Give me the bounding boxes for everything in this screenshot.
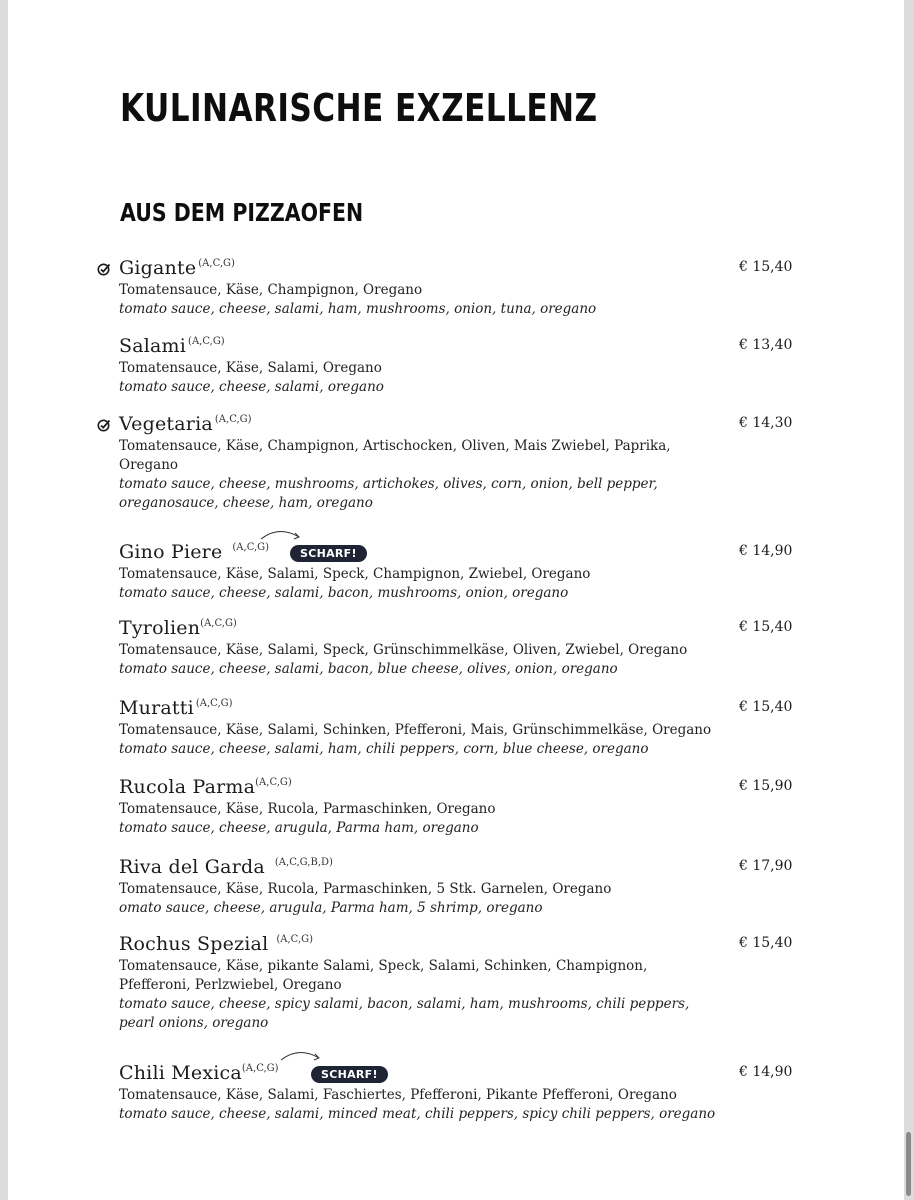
menu-page (8, 0, 904, 1200)
menu-item-gino-piere (119, 541, 809, 603)
item-name: Gino Piere (119, 541, 223, 563)
item-price: € 15,40 (739, 619, 793, 635)
scrollbar[interactable] (906, 1132, 911, 1196)
item-name: Rucola Parma (119, 776, 256, 798)
leaf-check-icon (97, 418, 111, 432)
item-description-en: tomato sauce, cheese, arugula, Parma ham, oregano (119, 820, 479, 836)
item-name: Vegetaria (119, 413, 213, 435)
item-price: € 17,90 (739, 858, 793, 874)
item-allergens: (A,C,G) (255, 777, 292, 788)
item-price: € 15,40 (739, 259, 793, 275)
item-name: Riva del Garda (119, 856, 265, 878)
item-description-de: Tomatensauce, Käse, Salami, Speck, Grünschimmelkäse, Oliven, Zwiebel, Oregano (119, 642, 688, 658)
item-description-de: Tomatensauce, Käse, Salami, Schinken, Pfefferoni, Mais, Grünschimmelkäse, Oregano (119, 722, 712, 738)
item-allergens: (A,C,G) (276, 934, 314, 945)
item-description-de: Tomatensauce, Käse, Champignon, Artischocken, Oliven, Mais Zwiebel, Paprika, Oregano (119, 438, 671, 473)
menu-item-rucola-parma (119, 776, 809, 838)
item-description-en: tomato sauce, cheese, spicy salami, bacon, salami, ham, mushrooms, chili peppers, pearl onions, oregano (119, 996, 690, 1031)
item-name: Muratti (119, 697, 194, 719)
item-allergens: (A,C,G,B,D) (274, 857, 333, 868)
page-title: KULINARISCHE EXZELLENZ (120, 86, 598, 130)
item-name: Salami (119, 335, 187, 357)
item-name: Gigante (119, 257, 197, 279)
item-name: Rochus Spezial (119, 933, 269, 955)
item-description-en: tomato sauce, cheese, salami, bacon, mushrooms, onion, oregano (119, 585, 569, 601)
spicy-badge: SCHARF! (311, 1066, 388, 1083)
item-price: € 15,40 (739, 935, 793, 951)
item-allergens: (A,C,G) (232, 542, 270, 553)
item-description-en: tomato sauce, cheese, salami, ham, chili peppers, corn, blue cheese, oregano (119, 741, 649, 757)
item-price: € 15,40 (739, 699, 793, 715)
item-allergens: (A,C,G) (200, 618, 237, 629)
menu-item-vegetaria (119, 413, 809, 513)
item-description-de: Tomatensauce, Käse, Rucola, Parmaschinken, 5 Stk. Garnelen, Oregano (119, 881, 612, 897)
item-description-de: Tomatensauce, Käse, Salami, Oregano (119, 360, 382, 376)
item-price: € 14,90 (739, 543, 793, 559)
item-price: € 15,90 (739, 778, 793, 794)
section-heading: AUS DEM PIZZAOFEN (120, 198, 364, 227)
item-description-en: tomato sauce, cheese, salami, oregano (119, 379, 384, 395)
item-allergens: (A,C,G) (198, 258, 235, 269)
item-name: Tyrolien (119, 617, 201, 639)
curved-arrow-icon (279, 1048, 327, 1068)
item-price: € 14,90 (739, 1064, 793, 1080)
item-allergens: (A,C,G) (195, 698, 233, 709)
item-description-en: tomato sauce, cheese, mushrooms, artichokes, olives, corn, onion, bell pepper, oreganosauce, cheese, ham, oregano (119, 476, 658, 511)
item-description-en: omato sauce, cheese, arugula, Parma ham, 5 shrimp, oregano (119, 900, 543, 916)
item-description-en: tomato sauce, cheese, salami, bacon, blue cheese, olives, onion, oregano (119, 661, 618, 677)
item-description-en: tomato sauce, cheese, salami, minced meat, chili peppers, spicy chili peppers, oregano (119, 1106, 716, 1122)
item-allergens: (A,C,G) (214, 414, 252, 425)
menu-item-rochus-spezial (119, 933, 809, 1033)
item-description-en: tomato sauce, cheese, salami, ham, mushrooms, onion, tuna, oregano (119, 301, 597, 317)
menu-item-gigante (119, 257, 809, 319)
leaf-check-icon (97, 262, 111, 276)
menu-item-riva-del-garda (119, 856, 809, 918)
menu-item-chili-mexica (119, 1062, 809, 1124)
menu-item-salami (119, 335, 809, 397)
item-description-de: Tomatensauce, Käse, Champignon, Oregano (119, 282, 423, 298)
spicy-badge: SCHARF! (290, 545, 367, 562)
item-allergens: (A,C,G) (241, 1063, 279, 1074)
item-description-de: Tomatensauce, Käse, pikante Salami, Speck, Salami, Schinken, Champignon, Pfefferoni, Perlzwiebel, Oregano (119, 958, 648, 993)
item-price: € 13,40 (739, 337, 793, 353)
item-allergens: (A,C,G) (188, 336, 225, 347)
item-description-de: Tomatensauce, Käse, Rucola, Parmaschinken, Oregano (119, 801, 496, 817)
curved-arrow-icon (259, 527, 307, 547)
item-description-de: Tomatensauce, Käse, Salami, Speck, Champignon, Zwiebel, Oregano (119, 566, 591, 582)
item-description-de: Tomatensauce, Käse, Salami, Faschiertes, Pfefferoni, Pikante Pfefferoni, Oregano (119, 1087, 677, 1103)
menu-item-tyrolien (119, 617, 809, 679)
item-name: Chili Mexica (119, 1062, 242, 1084)
item-price: € 14,30 (739, 415, 793, 431)
menu-item-muratti (119, 697, 809, 759)
